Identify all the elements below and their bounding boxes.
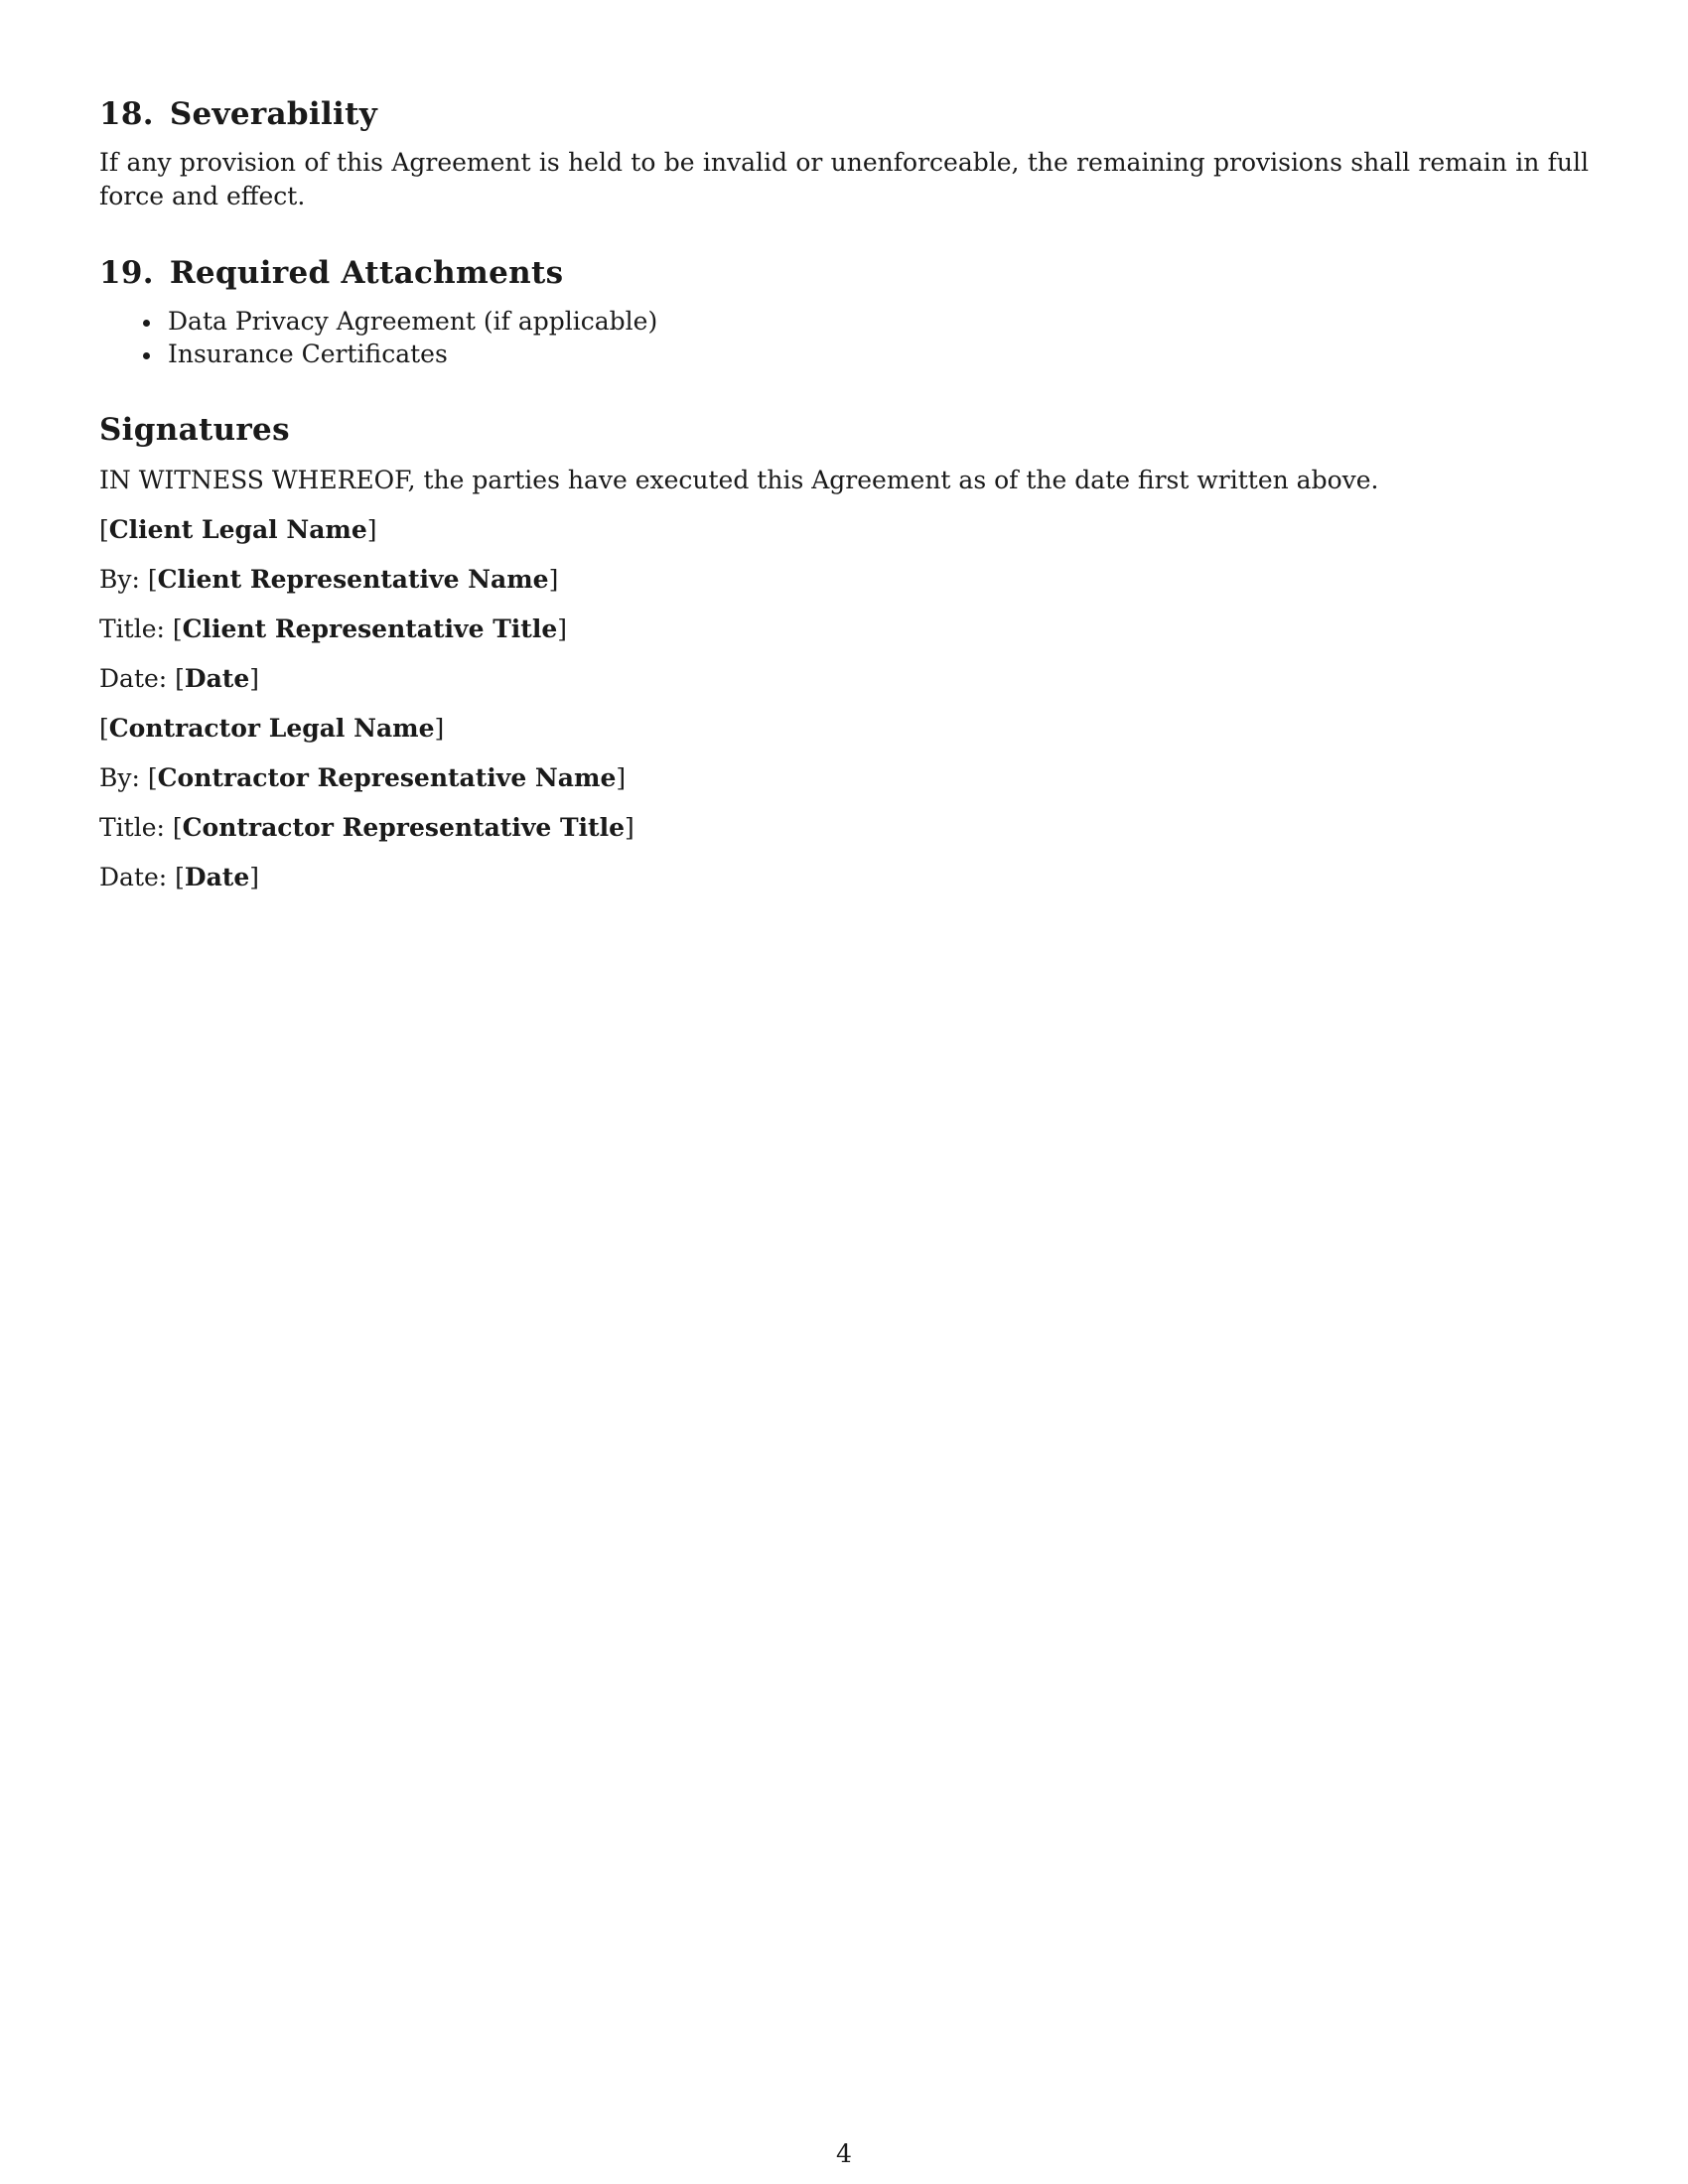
contractor-representative-name: Contractor Representative Name (157, 763, 617, 792)
section-title: Severability (169, 96, 378, 132)
date-label: Date: (99, 863, 168, 891)
document-page (99, 94, 1589, 894)
contractor-title-line: Title: [Contractor Representative Title] (99, 813, 634, 842)
title-label: Title: (99, 813, 165, 842)
contractor-representative-title: Contractor Representative Title (182, 813, 626, 842)
witness-statement: IN WITNESS WHEREOF, the parties have executed this Agreement as of the date first written above. (99, 466, 1379, 494)
by-label: By: (99, 763, 140, 792)
list-item-text: Insurance Certificates (168, 340, 448, 368)
client-by-line: By: [Client Representative Name] (99, 565, 559, 594)
client-title-line: Title: [Client Representative Title] (99, 614, 568, 643)
client-legal-name-value: Client Legal Name (108, 515, 367, 544)
contractor-date-line: Date: [Date] (99, 863, 260, 891)
client-date-value: Date (184, 664, 250, 693)
section-number: 19. (99, 255, 154, 291)
date-label: Date: (99, 664, 168, 693)
bullet-icon (143, 320, 150, 327)
section-body-severability: If any provision of this Agreement is held to be invalid or unenforceable, the remaining provisions shall remain in full force and effect. (99, 148, 1589, 210)
bullet-icon (143, 352, 150, 359)
by-label: By: (99, 565, 140, 594)
page-number: 4 (836, 2139, 852, 2168)
client-legal-name: [Client Legal Name] (99, 515, 377, 544)
list-item (99, 305, 1589, 338)
section-heading-required-attachments (99, 253, 1589, 293)
section-heading-severability (99, 94, 1589, 134)
contractor-date-value: Date (184, 863, 250, 891)
section-title: Required Attachments (169, 255, 564, 291)
contractor-legal-name-value: Contractor Legal Name (108, 714, 435, 743)
title-label: Title: (99, 614, 165, 643)
signatures-heading: Signatures (99, 412, 290, 448)
contractor-by-line: By: [Contractor Representative Name] (99, 763, 627, 792)
client-representative-title: Client Representative Title (182, 614, 558, 643)
client-representative-name: Client Representative Name (157, 565, 549, 594)
list-item (99, 338, 1589, 370)
client-date-line: Date: [Date] (99, 664, 260, 693)
attachments-list (99, 305, 1589, 370)
list-item-text: Data Privacy Agreement (if applicable) (168, 307, 658, 336)
section-number: 18. (99, 96, 154, 132)
contractor-legal-name: [Contractor Legal Name] (99, 714, 445, 743)
